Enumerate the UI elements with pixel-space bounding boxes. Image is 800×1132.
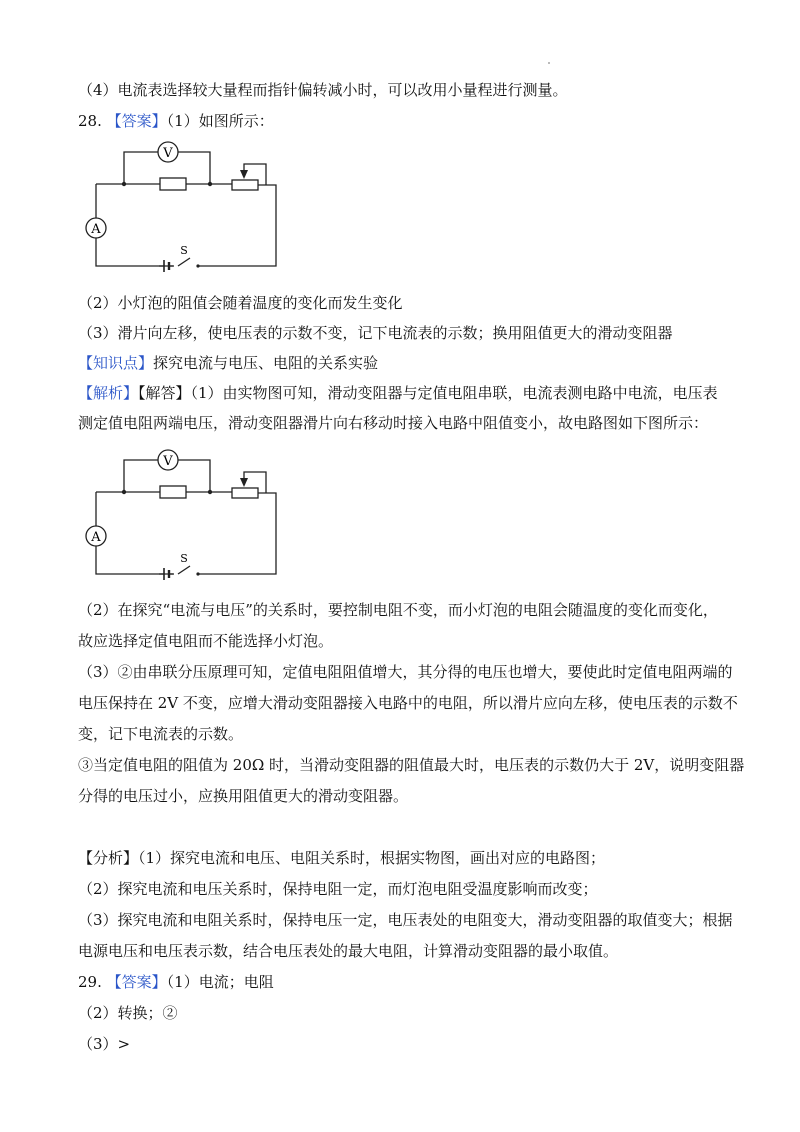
q29-answer-1: （1）电流；电阻 (166, 973, 274, 991)
para4-line-1: ③当定值电阻的阻值为 20Ω 时，当滑动变阻器的阻值最大时，电压表的示数仍大于 2V，说明变阻器 (78, 756, 745, 774)
knowledge-point (78, 353, 378, 373)
para3-line-2: 电压保持在 2V 不变，应增大滑动变阻器接入电路中的电阻，所以滑片应向左移，使电压表的示数不 (78, 694, 738, 712)
ammeter-label: A (91, 222, 101, 237)
knowledge-text: 探究电流与电压、电阻的关系实验 (153, 354, 379, 372)
q28-answer-2: （2）小灯泡的阻值会随着温度的变化而发生变化 (78, 294, 403, 312)
circuit-diagram-1 (78, 132, 288, 274)
answer-tag: 【答案】 (106, 973, 167, 991)
answer-tag: 【答案】 (106, 112, 167, 130)
q29-answer-heading (78, 972, 274, 992)
fenxi-line-2: （2）探究电流和电压关系时，保持电阻一定，而灯泡电阻受温度影响而改变； (78, 880, 598, 898)
fenxi-line-4: 电源电压和电压表示数，结合电压表处的最大电阻，计算滑动变阻器的最小取值。 (78, 942, 619, 960)
analysis-line-2: 测定值电阻两端电压，滑动变阻器滑片向右移动时接入电路中阻值变小，故电路图如下图所示： (78, 414, 709, 432)
switch-label: S (180, 244, 188, 257)
circuit-diagram-2 (78, 440, 288, 582)
para2-line-1: （2）在探究“电流与电压”的关系时，要控制电阻不变，而小灯泡的电阻会随温度的变化而变化， (78, 601, 718, 619)
ammeter-label: A (91, 530, 101, 545)
q29-number: 29. (78, 973, 102, 991)
analysis-line-1 (78, 383, 718, 403)
para4-line-2: 分得的电压过小，应换用阻值更大的滑动变阻器。 (78, 787, 409, 805)
q27-answer-4: （4）电流表选择较大量程而指针偏转减小时，可以改用小量程进行测量。 (78, 81, 568, 99)
voltmeter-label: V (163, 146, 173, 161)
voltmeter-label: V (163, 454, 173, 469)
fenxi-line-1: 【分析】（1）探究电流和电压、电阻关系时，根据实物图，画出对应的电路图； (78, 849, 606, 867)
q28-answer-3: （3）滑片向左移，使电压表的示数不变，记下电流表的示数；换用阻值更大的滑动变阻器 (78, 324, 673, 342)
q29-answer-2: （2）转换；② (78, 1004, 178, 1022)
switch-label: S (180, 552, 188, 565)
para2-line-2: 故应选择定值电阻而不能选择小灯泡。 (78, 632, 334, 650)
analysis-tag: 【解析】 (78, 384, 139, 402)
knowledge-tag: 【知识点】 (78, 354, 154, 372)
scan-speck (548, 62, 550, 64)
q28-number: 28. (78, 112, 102, 130)
q28-answer-1: （1）如图所示： (166, 112, 274, 130)
q29-answer-3: （3）> (78, 1035, 131, 1053)
para3-line-1: （3）②由串联分压原理可知，定值电阻阻值增大，其分得的电压也增大，要使此时定值电阻两端的 (78, 663, 733, 681)
analysis-head: 【解答】（1）由实物图可知，滑动变阻器与定值电阻串联，电流表测电路中电流，电压表 (138, 384, 718, 402)
fenxi-line-3: （3）探究电流和电阻关系时，保持电压一定，电压表处的电阻变大，滑动变阻器的取值变大；根据 (78, 911, 733, 929)
para3-line-3: 变，记下电流表的示数。 (78, 725, 244, 743)
q28-answer-heading (78, 111, 274, 131)
